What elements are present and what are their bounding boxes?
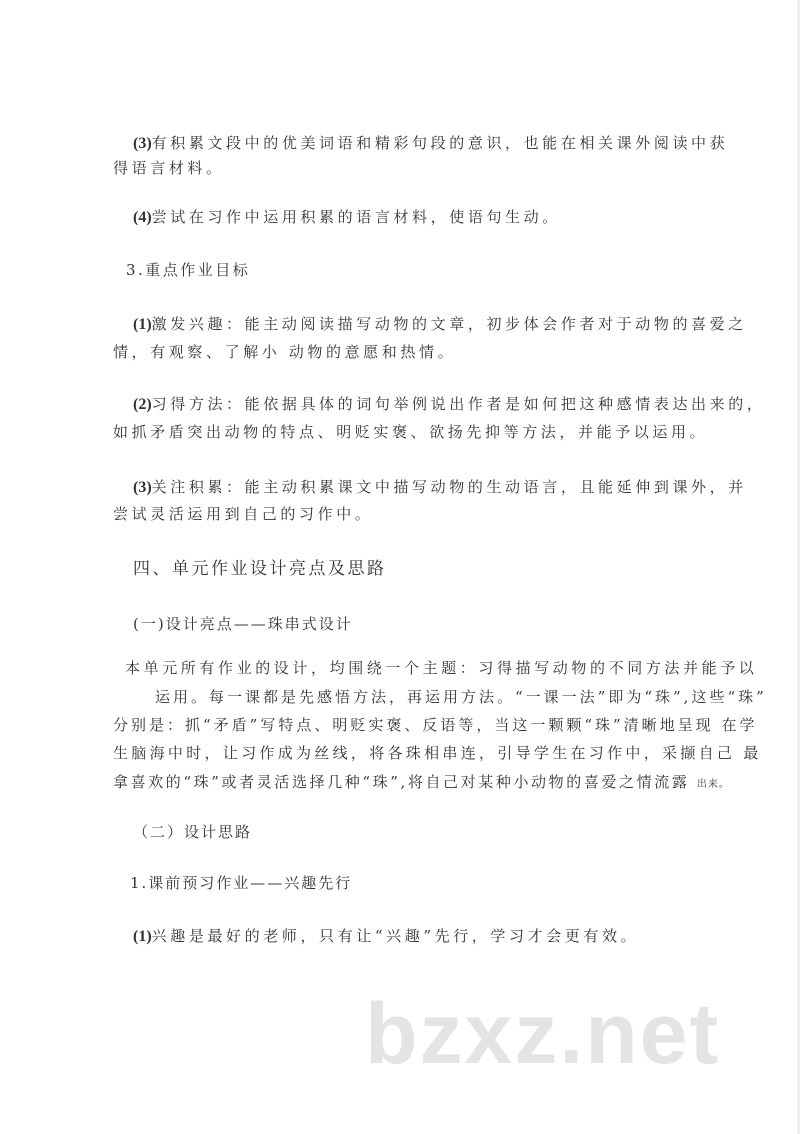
text: 尝试在习作中运用积累的语言材料，使语句生动。 xyxy=(151,208,561,226)
text: 激发兴趣：能主动阅读描写动物的文章，初步体会作者对于动物的喜爱之 xyxy=(151,315,747,333)
item-number: (3) xyxy=(133,479,152,496)
watermark: bzxz.net xyxy=(365,986,721,1082)
paragraph-line: 生脑海中时，让习作成为丝线，将各珠相串连，引导学生在习作中，采撷自己 最 xyxy=(113,744,762,762)
paragraph-line xyxy=(133,133,728,154)
paragraph-line xyxy=(133,314,747,335)
text: 有积累文段中的优美词语和精彩句段的意识，也能在相关课外阅读中获 xyxy=(151,134,729,152)
paragraph-line xyxy=(113,772,730,795)
item-number: (2) xyxy=(133,396,152,413)
text: 关注积累：能主动积累课文中描写动物的生动语言，且能延伸到课外，并 xyxy=(151,478,747,496)
paragraph-line: 分别是：抓“矛盾”写特点、明贬实褒、反语等，当这一颗颗“珠”清晰地呈现 在学 xyxy=(113,716,758,734)
text: 习得方法：能依据具体的词句举例说出作者是如何把这种感情表达出来的， xyxy=(151,395,766,413)
paragraph-line xyxy=(133,394,765,415)
item-number: (1) xyxy=(133,928,152,945)
paragraph-line xyxy=(133,207,561,228)
text: 兴趣是最好的老师，只有让“兴趣”先行，学习才会更有效。 xyxy=(151,927,640,945)
sub-heading: 1.课前预习作业——兴趣先行 xyxy=(130,874,353,892)
paragraph-line: 得语言材料。 xyxy=(113,159,225,177)
text: 拿喜欢的“珠”或者灵活选择几种“珠”,将自己对某种小动物的喜爱之情流露 xyxy=(113,773,690,791)
paragraph-line: 尝试灵活运用到自己的习作中。 xyxy=(113,505,374,523)
subsection-heading: (一)设计亮点——珠串式设计 xyxy=(133,615,353,633)
item-number: (1) xyxy=(133,316,152,333)
section-heading: 3.重点作业目标 xyxy=(126,261,251,279)
chapter-heading: 四、单元作业设计亮点及思路 xyxy=(133,559,387,579)
paragraph-line: 本单元所有作业的设计，均围绕一个主题：习得描写动物的不同方法并能予以 xyxy=(125,659,758,677)
item-number: (4) xyxy=(133,209,152,226)
small-text: 出来。 xyxy=(696,779,730,790)
subsection-heading: （二）设计思路 xyxy=(133,823,253,841)
paragraph-line: 如抓矛盾突出动物的特点、明贬实褒、欲扬先抑等方法，并能予以运用。 xyxy=(113,423,709,441)
paragraph-line: 情，有观察、了解小 动物的意愿和热情。 xyxy=(113,343,457,361)
paragraph-line: 运用。每一课都是先感悟方法，再运用方法。“一课一法”即为“珠”,这些“珠” xyxy=(155,688,767,706)
item-number: (3) xyxy=(133,135,152,152)
paragraph-line xyxy=(133,926,639,947)
paragraph-line xyxy=(133,477,747,498)
